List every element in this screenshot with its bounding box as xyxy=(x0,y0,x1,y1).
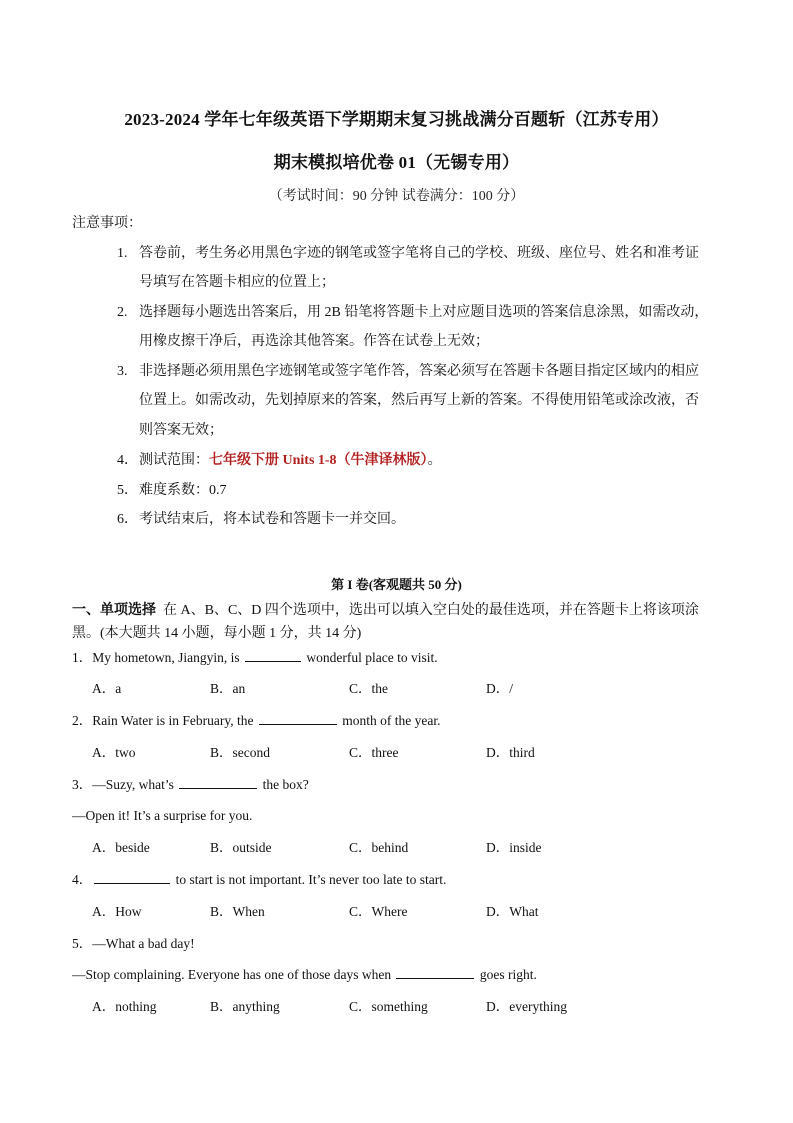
note-number: 4． xyxy=(117,453,138,468)
question-number: 1． xyxy=(72,650,93,665)
note-number: 2. xyxy=(117,305,128,320)
option-b[interactable]: B．outside xyxy=(210,840,272,855)
option-c[interactable]: C．the xyxy=(349,681,388,696)
option-b[interactable]: B．second xyxy=(210,745,270,760)
answer-blank[interactable] xyxy=(259,711,337,725)
option-b[interactable]: B．When xyxy=(210,904,265,919)
note-text-cont: 用橡皮擦干净后，再选涂其他答案。作答在试卷上无效； xyxy=(139,334,489,349)
option-c[interactable]: C．behind xyxy=(349,840,409,855)
question-number: 4． xyxy=(72,872,93,887)
exam-subtitle: 期末模拟培优卷 01（无锡专用） xyxy=(273,153,520,172)
note-text: 测试范围： xyxy=(139,453,209,468)
question-3 xyxy=(72,775,309,795)
part-title: 一、单项选择 xyxy=(72,603,156,618)
option-a[interactable]: A．nothing xyxy=(92,999,157,1014)
option-a[interactable]: A．How xyxy=(92,904,142,919)
option-c[interactable]: C．three xyxy=(349,745,399,760)
answer-blank[interactable] xyxy=(245,648,301,662)
question-4 xyxy=(72,870,446,890)
exam-info: （考试时间：90 分钟 试卷满分：100 分） xyxy=(268,189,525,204)
note-item xyxy=(117,362,699,382)
test-scope: 七年级下册 Units 1-8（牛津译林版） xyxy=(209,453,428,468)
note-item xyxy=(117,481,227,501)
option-a[interactable]: A．a xyxy=(92,681,122,696)
question-stem: the box? xyxy=(262,777,309,792)
question-stem: —What a bad day! xyxy=(92,936,195,951)
note-number: 5． xyxy=(117,483,138,498)
note-text: 非选择题必须用黑色字迹钢笔或签字笔作答，答案必须写在答题卡各题目指定区域内的相应 xyxy=(139,364,699,379)
note-text: 答卷前，考生务必用黑色字迹的钢笔或签字笔将自己的学校、班级、座位号、姓名和准考证 xyxy=(139,246,699,261)
question-2 xyxy=(72,711,440,731)
question-reply: —Open it! It’s a surprise for you. xyxy=(72,808,253,823)
question-stem: goes right. xyxy=(479,967,537,982)
option-d[interactable]: D．What xyxy=(486,904,539,919)
note-item xyxy=(117,244,699,264)
part-instruction-cont: 黑。(本大题共 14 小题，每小题 1 分，共 14 分) xyxy=(72,626,362,641)
note-item xyxy=(117,510,405,530)
note-number: 3. xyxy=(117,364,128,379)
part-instruction xyxy=(72,601,699,621)
option-b[interactable]: B．an xyxy=(210,681,246,696)
question-stem: My hometown, Jiangyin, is xyxy=(92,650,240,665)
option-d[interactable]: D．everything xyxy=(486,999,567,1014)
note-text: 难度系数：0.7 xyxy=(139,483,227,498)
option-c[interactable]: C．something xyxy=(349,999,428,1014)
option-a[interactable]: A．two xyxy=(92,745,136,760)
note-item xyxy=(117,303,708,323)
question-reply xyxy=(72,965,537,985)
question-number: 5． xyxy=(72,936,93,951)
notes-heading: 注意事项： xyxy=(72,216,142,231)
section-heading: 第 I 卷(客观题共 50 分) xyxy=(331,577,462,592)
note-text: 选择题每小题选出答案后，用 2B 铅笔将答题卡上对应题目选项的答案信息涂黑，如需改动， xyxy=(139,305,709,320)
answer-blank[interactable] xyxy=(94,870,170,884)
note-text-cont: 号填写在答题卡相应的位置上； xyxy=(139,275,335,290)
question-number: 2． xyxy=(72,713,93,728)
question-stem: to start is not important. It’s never too late to start. xyxy=(175,872,447,887)
note-number: 1. xyxy=(117,246,128,261)
question-stem: —Suzy, what’s xyxy=(92,777,174,792)
question-stem: month of the year. xyxy=(342,713,441,728)
option-d[interactable]: D．third xyxy=(486,745,535,760)
option-a[interactable]: A．beside xyxy=(92,840,150,855)
answer-blank[interactable] xyxy=(396,965,474,979)
note-text-cont: 则答案无效； xyxy=(139,423,223,438)
option-c[interactable]: C．Where xyxy=(349,904,408,919)
question-1 xyxy=(72,648,438,668)
exam-title: 2023-2024 学年七年级英语下学期期末复习挑战满分百题斩（江苏专用） xyxy=(124,110,669,129)
note-item xyxy=(117,451,442,471)
question-stem: wonderful place to visit. xyxy=(306,650,438,665)
question-stem: —Stop complaining. Everyone has one of those days when xyxy=(72,967,392,982)
option-d[interactable]: D．/ xyxy=(486,681,513,696)
note-text: 。 xyxy=(427,453,442,468)
note-number: 6． xyxy=(117,512,138,527)
answer-blank[interactable] xyxy=(179,775,257,789)
note-text-cont: 位置上。如需改动，先划掉原来的答案，然后再写上新的答案。不得使用铅笔或涂改液，否 xyxy=(139,393,699,408)
question-number: 3． xyxy=(72,777,93,792)
option-d[interactable]: D．inside xyxy=(486,840,542,855)
part-instruction-text: 在 A、B、C、D 四个选项中，选出可以填入空白处的最佳选项，并在答题卡上将该项涂 xyxy=(163,603,699,618)
question-5 xyxy=(72,934,195,954)
note-text: 考试结束后，将本试卷和答题卡一并交回。 xyxy=(139,512,405,527)
option-b[interactable]: B．anything xyxy=(210,999,280,1014)
question-stem: Rain Water is in February, the xyxy=(92,713,254,728)
